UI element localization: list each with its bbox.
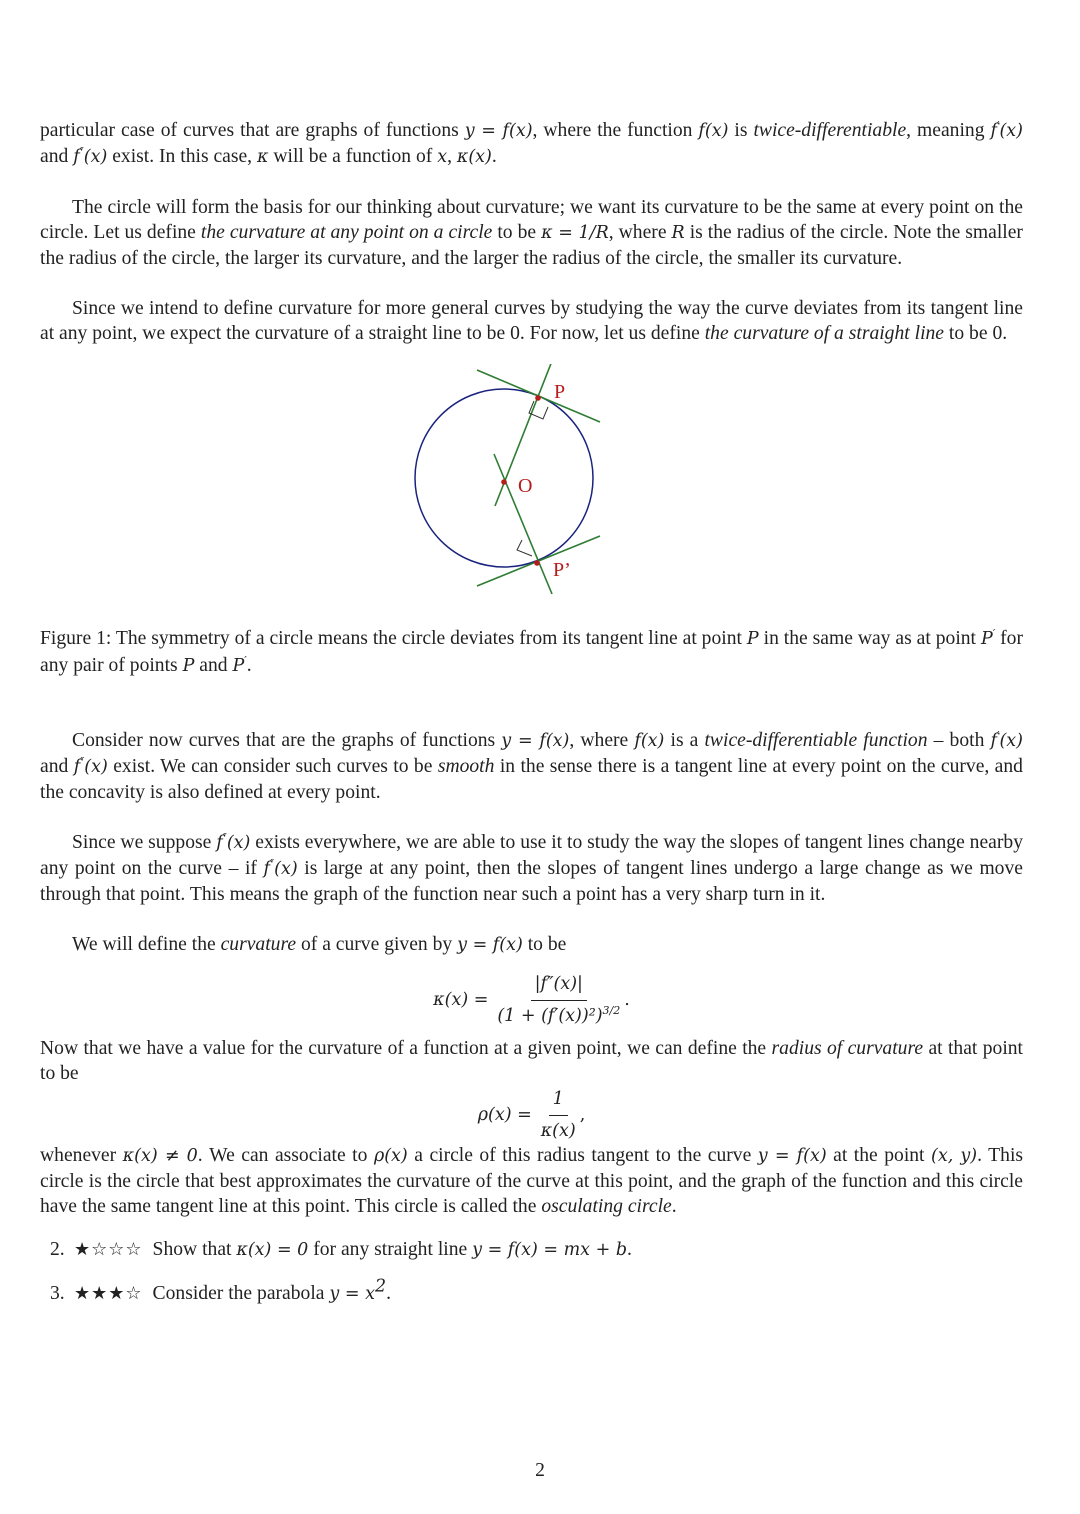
- exercise-2: 2. ★☆☆☆ Show that κ(x) = 0 for any straight line y = f(x) = mx + b.: [50, 1239, 632, 1261]
- label-o: O: [517, 475, 532, 498]
- figure-circle-tangents: [40, 364, 1023, 604]
- point-o: [501, 480, 507, 486]
- paragraph-intro: particular case of curves that are graphs of functions y = f(x), where the function f(x) is twice-differentiable, meaning f′(x) and f″(x) exist. In this case, κ will be a function of x, κ(x).: [40, 119, 1023, 168]
- point-p: [535, 396, 541, 402]
- exercise-3: 3. ★★★☆ Consider the parabola $y = x^2$.: [50, 1276, 391, 1305]
- paragraph-define-curvature: We will define the curvature of a curve given by y = f(x) to be: [72, 934, 567, 956]
- radius-formula: ρ(x) = $\frac{1}{\kappa(x)}$ ,: [477, 1088, 586, 1141]
- difficulty-stars: ★★★☆: [74, 1283, 143, 1305]
- paragraph-second-derivative: Since we suppose f″(x) exists everywhere, we are able to use it to study the way the slopes of tangent lines change nearby any point on the curve – if f″(x) is large at any point, then the slopes of tangent lines undergo a large change as we move through that point. This means the graph of the function near such a point has a very sharp turn in it.: [40, 831, 1023, 906]
- page-body: [40, 118, 1023, 1308]
- label-p-prime: P’: [552, 559, 571, 582]
- difficulty-stars: ★☆☆☆: [74, 1239, 143, 1261]
- curvature-formula: κ(x) = $\frac{|f''(x)|}{(1 + (f'(x))^2)^{3/2}}$ .: [433, 974, 630, 1027]
- right-angle-marker-p2: [517, 540, 532, 556]
- paragraph-radius-of-curvature: Now that we have a value for the curvature of a function at a given point, we can define the radius of curvature at that point to be: [40, 1038, 1024, 1085]
- paragraph-straight-line: Since we intend to define curvature for more general curves by studying the way the curve deviates from its tangent line at any point, we expect the curvature of a straight line to be 0. For now, let us define the curvature of a straight line to be 0.: [40, 298, 1023, 345]
- figure-caption: Figure 1: The symmetry of a circle means the circle deviates from its tangent line at point P in the same way as at point P′ for any pair of points P and P′.: [40, 627, 1024, 676]
- right-angle-marker-p: [529, 401, 548, 419]
- point-p2: [534, 561, 540, 567]
- circle-diagram: [412, 364, 652, 604]
- paragraph-smooth-curves: Consider now curves that are the graphs of functions y = f(x), where f(x) is a twice-differentiable function – both f′(x) and f″(x) exist. We can consider such curves to be smooth in the sense there is a tangent line at every point on the curve, and the concavity is also defined at every point.: [40, 729, 1023, 804]
- page-number: 2: [535, 1460, 545, 1481]
- paragraph-circle-curvature: The circle will form the basis for our thinking about curvature; we want its curvature to be the same at every point on the circle. Let us define the curvature at any point on a circle to be κ = 1/R, where R is the radius of the circle. Note the smaller the radius of the circle, the larger its curvature, and the larger the radius of the circle, the smaller its curvature.: [40, 196, 1023, 270]
- paragraph-osculating-circle: whenever κ(x) ≠ 0. We can associate to ρ(x) a circle of this radius tangent to the curve y = f(x) at the point (x, y). This circle is the circle that best approximates the curvature of the curve at this point, and the graph of the function and this circle have the same tangent line at this point. This circle is called the osculating circle.: [40, 1144, 1024, 1218]
- label-p: P: [553, 381, 565, 404]
